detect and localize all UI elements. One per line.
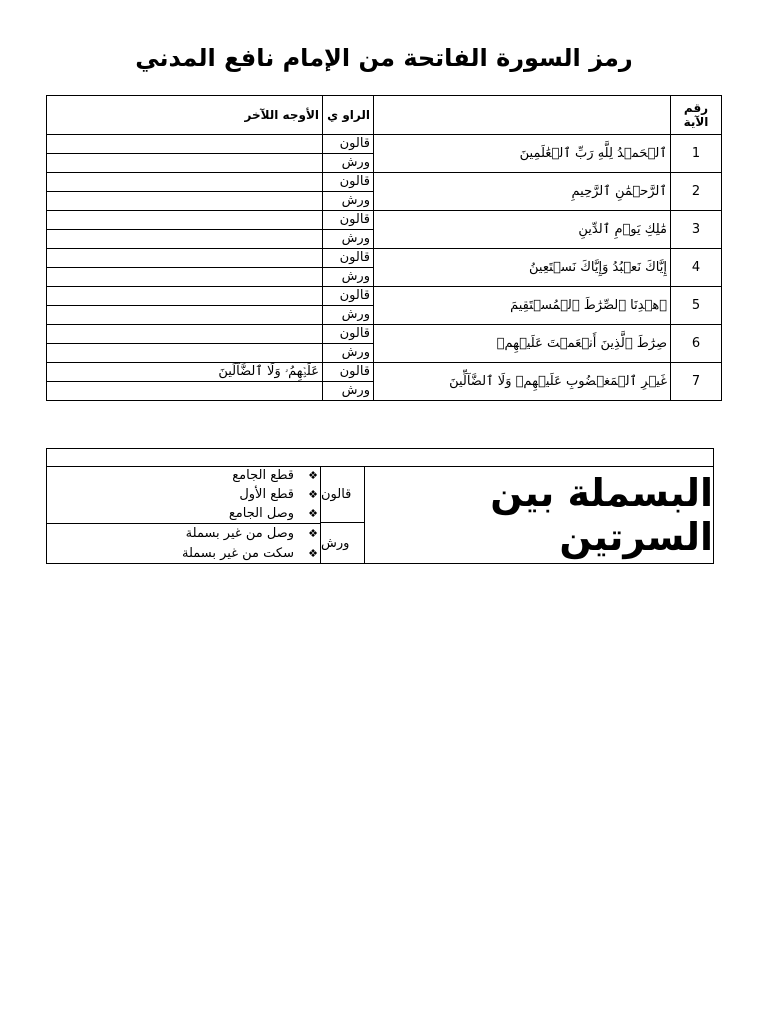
table-row [47,325,722,344]
verse-number: 3 [671,211,722,249]
warsh-other-reading [47,230,323,249]
warsh-other-reading [47,268,323,287]
verse-text: ٱلۡحَمۡدُ لِلَّهِ رَبِّ ٱلۡعَٰلَمِينَ [374,135,671,173]
verse-number: 6 [671,325,722,363]
diamond-bullet-icon: ❖ [308,507,318,520]
warsh-other-reading [47,154,323,173]
warsh-other-reading [47,306,323,325]
table-row [47,135,722,154]
rawi-qalun: قالون [323,287,374,306]
list-item-label: وصل من غير بسملة [185,525,294,541]
basmala-heading: البسملة بين السرتين [364,466,713,563]
qalun-other-reading: عَلَيۡهِمُۥ وَلَا ٱلضَّآلِّينَ [47,363,323,382]
table-row [47,287,722,306]
rawi-qalun: قالون [323,173,374,192]
rawi-warsh: ورش [323,306,374,325]
warsh-other-reading [47,344,323,363]
warsh-other-reading [47,382,323,401]
page-title: رمز السورة الفاتحة من الإمام نافع المدني [135,44,633,72]
list-item-label: سكت من غير بسملة [182,546,294,562]
fatiha-table [46,95,722,401]
verse-number: 4 [671,249,722,287]
qalun-other-reading [47,211,323,230]
header-rawi: الراو ي [323,96,374,135]
list-item-label: وصل الجامع [228,506,294,521]
rawi-warsh: ورش [323,192,374,211]
verse-number: 1 [671,135,722,173]
list-item-label: قطع الأول [239,487,294,502]
rawi-qalun: قالون [323,211,374,230]
diamond-bullet-icon: ❖ [308,488,318,501]
basmala-box [46,448,714,564]
diamond-bullet-icon: ❖ [308,469,318,482]
qalun-other-reading [47,287,323,306]
rawi-qalun: قالون [323,325,374,344]
basmala-top-strip [47,449,713,467]
list-item [47,526,320,541]
verse-number: 2 [671,173,722,211]
qalun-other-reading [47,249,323,268]
table-row [47,249,722,268]
verse-number: 5 [671,287,722,325]
rawi-qalun: قالون [323,135,374,154]
verse-number: 7 [671,363,722,401]
table-row [47,363,722,382]
list-item [47,468,320,483]
verse-text: إِيَّاكَ نَعۡبُدُ وَإِيَّاكَ نَسۡتَعِينُ [374,249,671,287]
table-row [47,173,722,192]
header-other-readings: الأوجه اللآخر [47,96,323,135]
rawi-warsh: ورش [323,154,374,173]
list-item [47,546,320,561]
verse-text: ٱلرَّحۡمَٰنِ ٱلرَّحِيمِ [374,173,671,211]
list-item-label: قطع الجامع [232,468,294,483]
rawi-warsh: ورش [323,268,374,287]
list-item [47,487,320,502]
table-header-row [47,96,722,135]
diamond-bullet-icon: ❖ [308,526,318,540]
rawi-warsh: ورش [323,344,374,363]
header-verse-number: رقم الآية [671,96,722,135]
list-item [47,506,320,521]
qalun-other-reading [47,173,323,192]
verse-text: مَٰلِكِ يَوۡمِ ٱلدِّينِ [374,211,671,249]
rawi-qalun: قالون [323,249,374,268]
rawi-qalun: قالون [323,363,374,382]
header-verse [374,96,671,135]
verse-text: ٱهۡدِنَا ٱلصِّرَٰطَ ٱلۡمُسۡتَقِيمَ [374,287,671,325]
rawi-warsh: ورش [323,230,374,249]
qalun-other-reading [47,135,323,154]
verse-text: غَيۡرِ ٱلۡمَغۡضُوبِ عَلَيۡهِمۡ وَلَا ٱلضَّآلِّينَ [374,363,671,401]
verse-text: صِرَٰطَ ٱلَّذِينَ أَنۡعَمۡتَ عَلَيۡهِمۡ [374,325,671,363]
basmala-warsh-label: ورش [320,523,364,564]
rawi-warsh: ورش [323,382,374,401]
basmala-warsh-list [47,523,320,564]
table-row [47,211,722,230]
qalun-other-reading [47,325,323,344]
diamond-bullet-icon: ❖ [308,547,318,561]
warsh-other-reading [47,192,323,211]
basmala-qalun-list [47,466,320,524]
basmala-qalun-label: قالون [320,466,364,523]
